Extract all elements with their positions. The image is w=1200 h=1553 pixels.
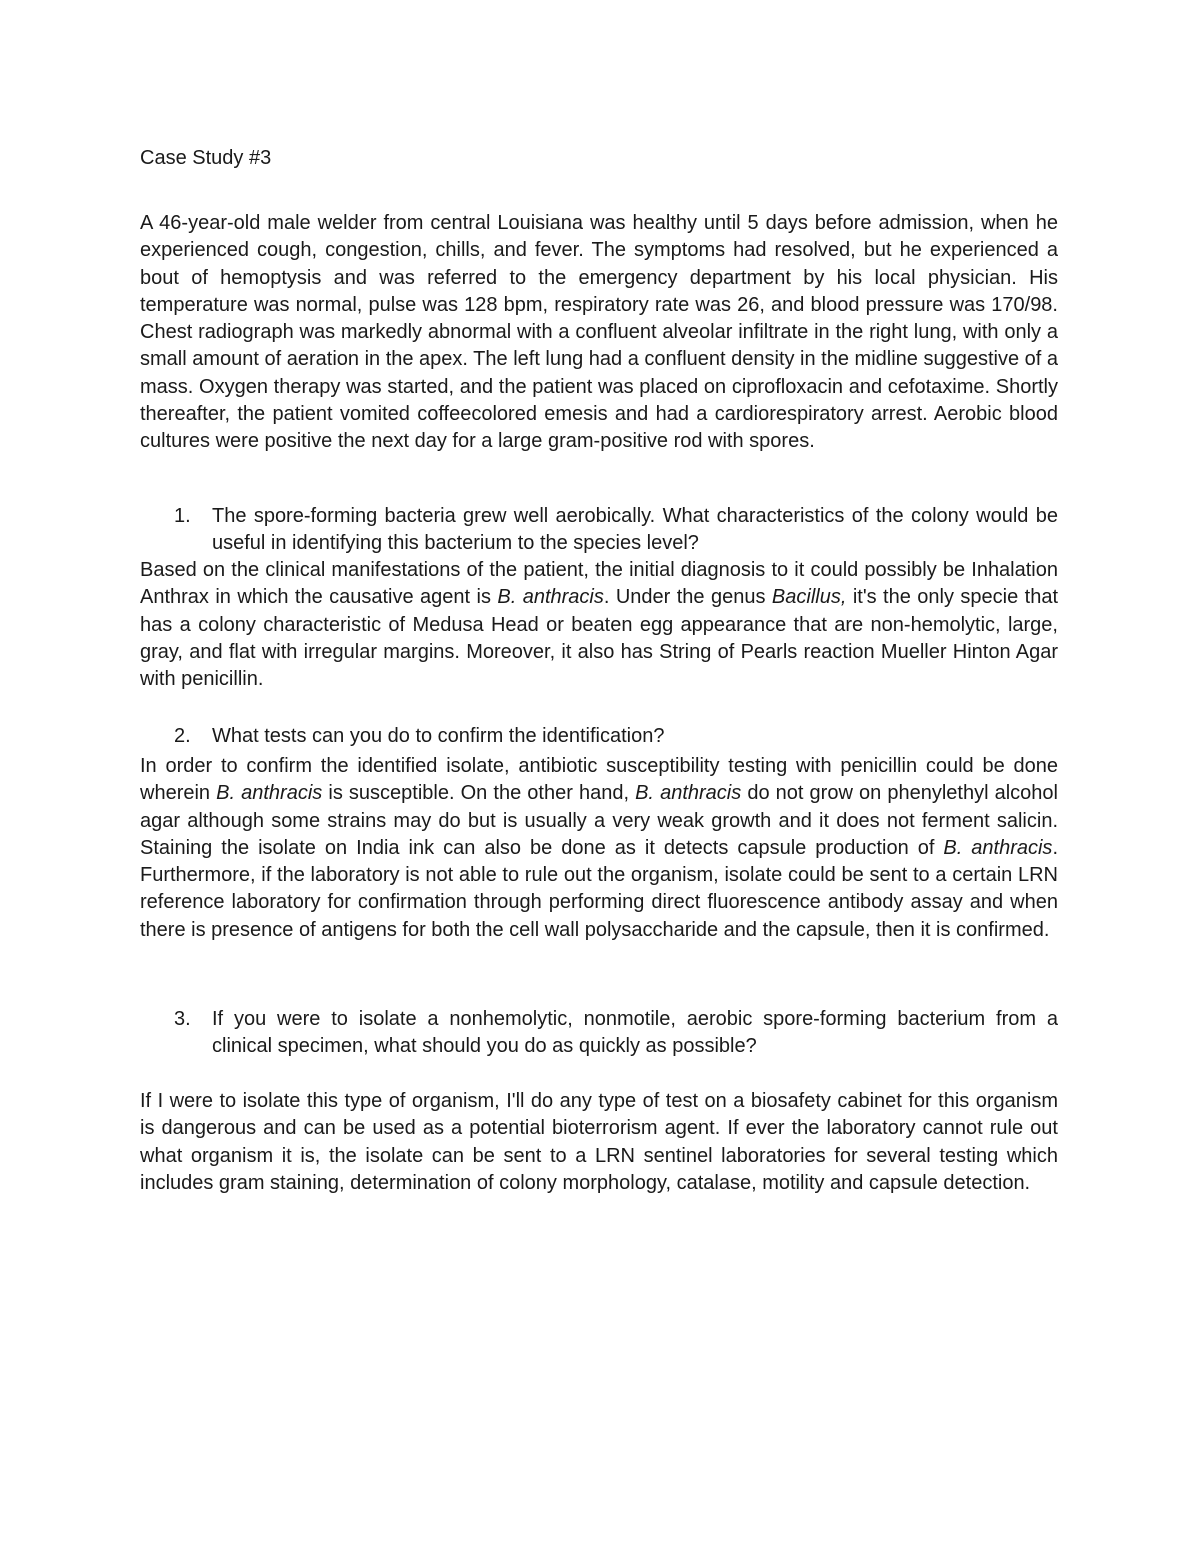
question-1-number: 1.: [174, 505, 191, 527]
question-3-text: If you were to isolate a nonhemolytic, nonmotile, aerobic spore-forming bacterium from a clinical specimen, what should you do as quickly as possible?: [212, 1008, 1058, 1058]
answer-2-species-name-1: B. anthracis: [216, 782, 323, 805]
question-1-text: The spore-forming bacteria grew well aerobically. What characteristics of the colony would be useful in identifying this bacterium to the species level?: [212, 505, 1058, 555]
answer-2-paragraph: [140, 753, 1058, 944]
case-intro-paragraph: A 46-year-old male welder from central Louisiana was healthy until 5 days before admission, when he experienced cough, congestion, chills, and fever. The symptoms had resolved, but he experienced a bout of hemoptysis and was referred to the emergency department by his local physician. His temperature was normal, pulse was 128 bpm, respiratory rate was 26, and blood pressure was 170/98. Chest radiograph was markedly abnormal with a confluent alveolar infiltrate in the right lung, with only a small amount of aeration in the apex. The left lung had a confluent density in the midline suggestive of a mass. Oxygen therapy was started, and the patient was placed on ciprofloxacin and cefotaxime. Shortly thereafter, the patient vomited coffeecolored emesis and had a cardiorespiratory arrest. Aerobic blood cultures were positive the next day for a large gram-positive rod with spores.: [140, 212, 1058, 453]
answer-2-species-name-2: B. anthracis: [635, 782, 742, 805]
answer-2-text-a: In order to confirm the identified isolate, antibiotic susceptibility testing with penicillin could be done wherein: [140, 755, 1058, 805]
question-3-number: 3.: [174, 1008, 191, 1030]
answer-2-text-d: . Furthermore, if the laboratory is not able to rule out the organism, isolate could be sent to a certain LRN reference laboratory for confirmation through performing direct fluorescence antibody assay and when there is presence of antigens for both the cell wall polysaccharide and the capsule, then it is confirmed.: [140, 836, 1058, 941]
answer-1-text-a: Based on the clinical manifestations of the patient, the initial diagnosis to it could possibly be Inhalation Anthrax in which the causative agent is: [140, 559, 1058, 609]
question-3: [140, 1006, 1058, 1061]
answer-1-text-b: . Under the genus: [603, 586, 772, 609]
question-2-text: What tests can you do to confirm the identification?: [212, 725, 665, 747]
answer-1-paragraph: [140, 557, 1058, 693]
answer-1-text-c: it's the only specie that has a colony characteristic of Medusa Head or beaten egg appearance that are non-hemolytic, large, gray, and flat with irregular margins. Moreover, it also has String of Pearls reaction Mueller Hinton Agar with penicillin.: [140, 586, 1058, 691]
question-1: [140, 503, 1058, 558]
document-title: Case Study #3: [140, 147, 272, 169]
answer-2-species-name-3: B. anthracis: [943, 836, 1053, 859]
answer-3-paragraph: If I were to isolate this type of organism, I'll do any type of test on a biosafety cabinet for this organism is dangerous and can be used as a potential bioterrorism agent. If ever the laboratory cannot rule out what organism it is, the isolate can be sent to a LRN sentinel laboratories for several testing which includes gram staining, determination of colony morphology, catalase, motility and capsule detection.: [140, 1090, 1058, 1194]
answer-1-species-name: B. anthracis: [497, 586, 604, 609]
answer-1-genus-name: Bacillus,: [771, 586, 847, 609]
question-2-number: 2.: [174, 725, 191, 747]
answer-2-text-c: do not grow on phenylethyl alcohol agar although some strains may do but is usually a very weak growth and it does not ferment salicin. Staining the isolate on India ink can also be done as it detects capsule production of: [140, 782, 1058, 859]
document-page: [140, 0, 1058, 1553]
answer-2-text-b: is susceptible. On the other hand,: [322, 782, 636, 805]
question-2: [140, 723, 1058, 750]
